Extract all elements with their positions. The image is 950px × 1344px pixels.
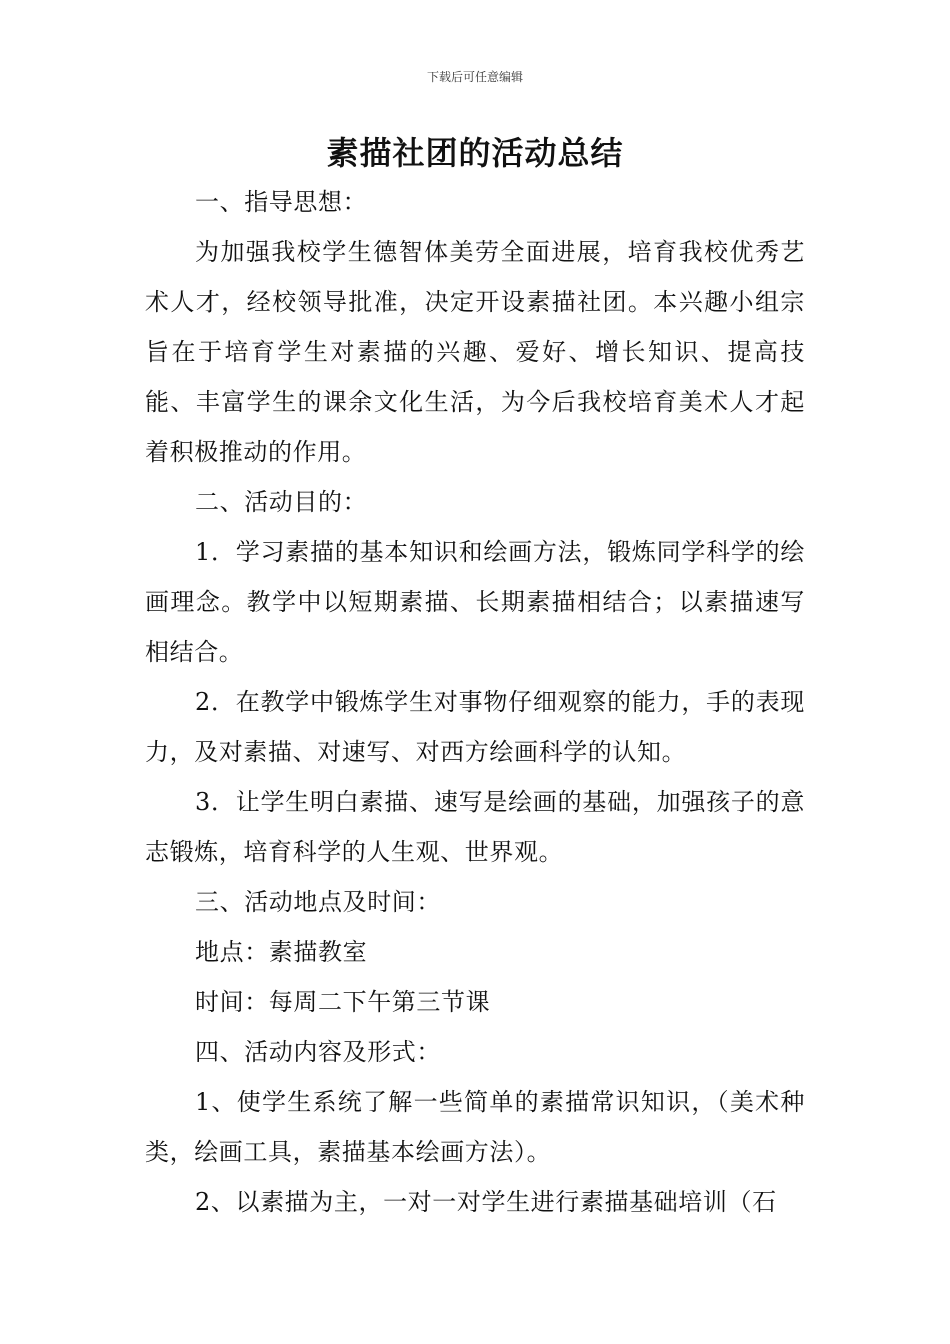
section-heading-guiding-thought: 一、指导思想：: [195, 188, 368, 216]
paragraph-purpose-3: 3．让学生明白素描、速写是绘画的基础，加强孩子的意志锻炼，培育科学的人生观、世界观。: [145, 788, 805, 866]
document-body: [145, 177, 805, 1227]
document-title: 素描社团的活动总结: [326, 134, 624, 172]
paragraph-content-1: 1、使学生系统了解一些简单的素描常识知识，（美术种类，绘画工具，素描基本绘画方法）。: [145, 1088, 805, 1166]
paragraph-time: 时间：每周二下午第三节课: [195, 988, 491, 1016]
paragraph-purpose-2: 2．在教学中锻炼学生对事物仔细观察的能力，手的表现力，及对素描、对速写、对西方绘画科学的认知。: [145, 688, 805, 766]
paragraph-purpose-1: 1．学习素描的基本知识和绘画方法，锻炼同学科学的绘画理念。教学中以短期素描、长期素描相结合；以素描速写相结合。: [145, 538, 805, 666]
paragraph-content-2: 2、以素描为主，一对一对学生进行素描基础培训（石: [195, 1188, 777, 1216]
header-note: 下载后可任意编辑: [426, 70, 523, 84]
paragraph-location: 地点：素描教室: [195, 938, 368, 966]
section-heading-location-time: 三、活动地点及时间：: [195, 888, 441, 916]
section-heading-content-form: 四、活动内容及形式：: [195, 1038, 441, 1066]
section-heading-purpose: 二、活动目的：: [195, 488, 368, 516]
paragraph-guiding-thought: 为加强我校学生德智体美劳全面进展，培育我校优秀艺术人才，经校领导批准，决定开设素描社团。本兴趣小组宗旨在于培育学生对素描的兴趣、爱好、增长知识、提高技能、丰富学生的课余文化生活，为今后我校培育美术人才起着积极推动的作用。: [145, 238, 805, 466]
